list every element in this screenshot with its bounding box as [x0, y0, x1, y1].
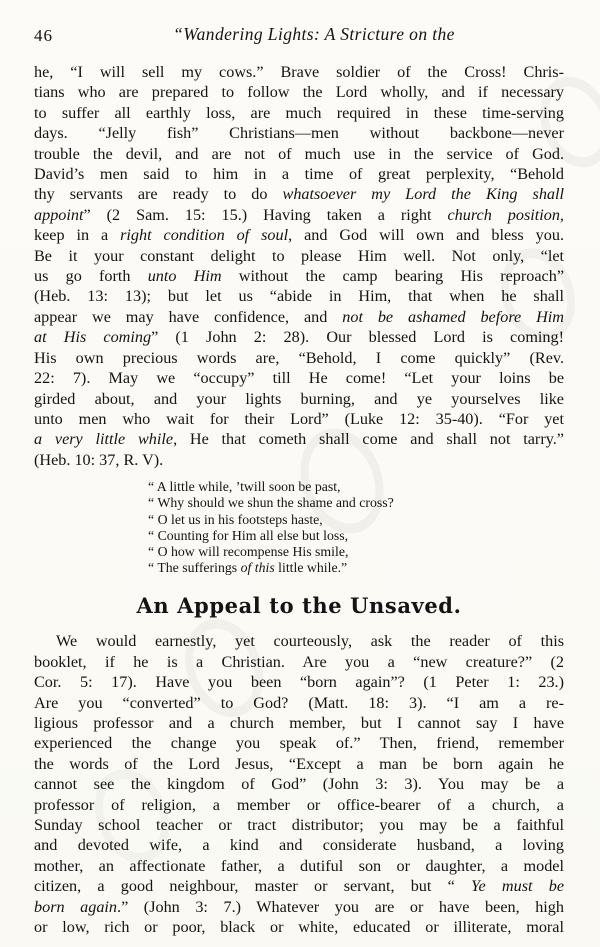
text-line: appear we may have confidence, and not be ashamed before Him: [34, 307, 564, 326]
text-line: David’s men said to him in a time of great perplexity, “Behold: [34, 165, 564, 184]
text-line: born again.” (John 3: 7.) Whatever you are or have been, high: [34, 897, 564, 916]
running-title: “Wandering Lights: A Stricture on the: [173, 24, 455, 44]
hymn-verse: [148, 479, 564, 576]
page-body: [34, 62, 564, 937]
paragraph-appeal: [34, 631, 564, 937]
text-line: “ Counting for Him all else but loss,: [148, 527, 349, 543]
text-line: Be it your constant delight to please Him well. Not only, “let: [34, 246, 564, 265]
text-line: to suffer all earthly loss, are much required in these time-serving: [34, 103, 564, 122]
page-header: [34, 24, 564, 48]
text-line: “ O let us in his footsteps haste,: [148, 511, 323, 527]
text-line: We would earnestly, yet courteously, ask the reader of this: [56, 632, 564, 651]
text-line: thy servants are ready to do whatsoever my Lord the King shall: [34, 185, 564, 204]
text-line: “ Why should we shun the shame and cross?: [148, 495, 394, 511]
text-line: “ A little while, ’twill soon be past,: [148, 479, 341, 495]
text-line: and devoted wife, a kind and considerate husband, a loving: [34, 836, 564, 855]
text-line: “ The sufferings of this little while.”: [148, 560, 348, 576]
text-line: citizen, a good neighbour, master or servant, but “ Ye must be: [34, 877, 565, 896]
text-line: tians who are prepared to follow the Lord wholly, and if necessary: [34, 83, 564, 102]
text-line: booklet, if he is a Christian. Are you a “new creature?” (2: [34, 652, 564, 671]
text-line: the words of the Lord Jesus, “Except a man be born again he: [34, 754, 564, 773]
text-line: Are you “converted” to God? (Matt. 18: 3). “I am a re-: [34, 693, 564, 712]
text-line: at His coming” (1 John 2: 28). Our blessed Lord is coming!: [34, 328, 564, 347]
text-line: ligious professor and a church member, but I cannot say I have: [34, 713, 564, 732]
text-line: appoint” (2 Sam. 15: 15.) Having taken a right church position,: [34, 205, 564, 224]
text-line: experienced the change you speak of.” Then, friend, remember: [34, 734, 564, 753]
text-line: trouble the devil, and are not of much use in the service of God.: [34, 144, 564, 163]
text-line: His own precious words are, “Behold, I come quickly” (Rev.: [34, 348, 564, 367]
text-line: (Heb. 13: 13); but let us “abide in Him, that when he shall: [34, 287, 564, 306]
text-line: keep in a right condition of soul, and God will own and bless you.: [34, 226, 564, 245]
text-line: 22: 7). May we “occupy” till He come! “Let your loins be: [34, 369, 564, 388]
text-line: “ O how will recompense His smile,: [148, 543, 349, 559]
page-number: 46: [34, 26, 53, 45]
text-line: professor of religion, a member or office-bearer of a church, a: [34, 795, 564, 814]
text-line: Sunday school teacher or tract distributor; you may be a faithful: [34, 816, 564, 834]
text-line: (Heb. 10: 37, R. V).: [34, 450, 164, 469]
text-line: cannot see the kingdom of God” (John 3: 3). You may be a: [34, 775, 564, 794]
paragraph-continuation: [34, 62, 564, 470]
text-line: unto men who wait for their Lord” (Luke 12: 35-40). “For yet: [34, 409, 564, 428]
text-line: Cor. 5: 17). Have you been “born again”? (1 Peter 1: 23.): [34, 673, 564, 692]
text-line: days. “Jelly fish” Christians—men without backbone—never: [34, 124, 564, 143]
text-line: mother, an affectionate father, a dutiful son or daughter, a model: [34, 856, 564, 875]
text-line: a very little while, He that cometh shall come and shall not tarry.”: [34, 430, 564, 449]
text-line: girded about, and your lights burning, and ye yourselves like: [34, 389, 564, 408]
text-line: he, “I will sell my cows.” Brave soldier of the Cross! Chris-: [34, 63, 564, 81]
section-heading: An Appeal to the Unsaved.: [136, 593, 462, 619]
text-line: us go forth unto Him without the camp bearing His reproach”: [34, 267, 565, 286]
text-line: or low, rich or poor, black or white, educated or illiterate, moral: [34, 918, 564, 937]
